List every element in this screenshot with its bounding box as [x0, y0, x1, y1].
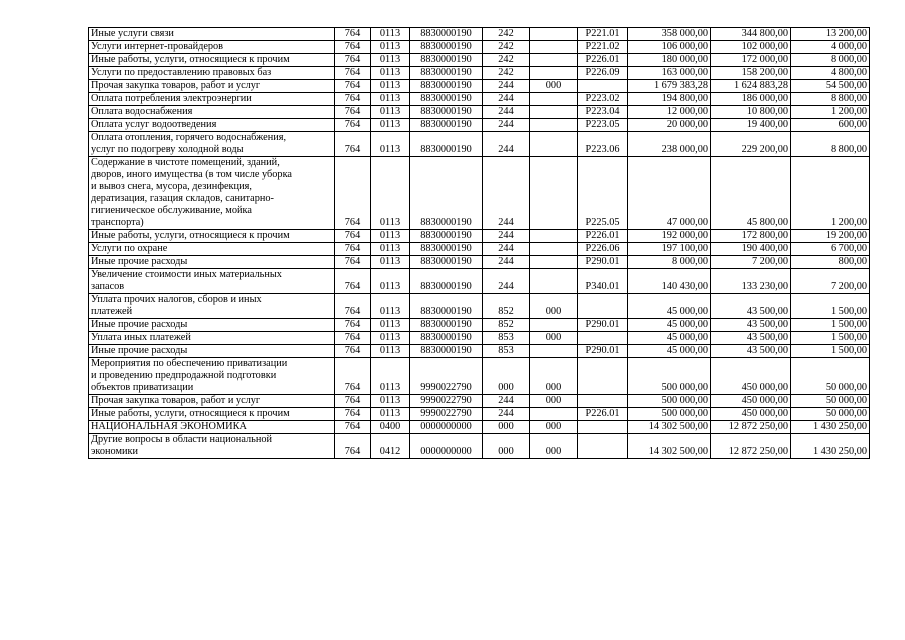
cell-amount-executed: 450 000,00 [711, 395, 791, 408]
cell-department-code: 764 [335, 67, 371, 80]
cell-section-code: 0113 [371, 269, 410, 294]
cell-amount-plan: 163 000,00 [628, 67, 711, 80]
cell-expense-type: 244 [483, 157, 530, 230]
cell-kosgu-code: Р223.04 [578, 106, 628, 119]
cell-kosgu-code [578, 294, 628, 319]
cell-amount-plan: 500 000,00 [628, 358, 711, 395]
cell-section-code: 0113 [371, 332, 410, 345]
cell-amount-plan: 192 000,00 [628, 230, 711, 243]
cell-expense-type: 244 [483, 80, 530, 93]
cell-department-code: 764 [335, 157, 371, 230]
cell-name: Оплата водоснабжения [89, 106, 335, 119]
cell-name: Услуги по охране [89, 243, 335, 256]
cell-kosgu-code: Р290.01 [578, 345, 628, 358]
cell-kosgu-code: Р223.06 [578, 132, 628, 157]
cell-section-code: 0412 [371, 434, 410, 459]
cell-sub-code [530, 41, 578, 54]
cell-amount-executed: 450 000,00 [711, 358, 791, 395]
table-row [89, 332, 870, 345]
cell-amount-remaining: 8 800,00 [791, 132, 870, 157]
cell-sub-code: 000 [530, 332, 578, 345]
cell-name: Уплата прочих налогов, сборов и иных платежей [89, 294, 335, 319]
cell-section-code: 0113 [371, 67, 410, 80]
cell-target-article: 8830000190 [410, 119, 483, 132]
cell-department-code: 764 [335, 132, 371, 157]
cell-kosgu-code: Р225.05 [578, 157, 628, 230]
cell-department-code: 764 [335, 332, 371, 345]
cell-amount-executed: 12 872 250,00 [711, 434, 791, 459]
cell-department-code: 764 [335, 269, 371, 294]
cell-amount-plan: 238 000,00 [628, 132, 711, 157]
cell-kosgu-code: Р226.01 [578, 408, 628, 421]
cell-name: Прочая закупка товаров, работ и услуг [89, 80, 335, 93]
cell-amount-remaining: 1 200,00 [791, 157, 870, 230]
cell-kosgu-code: Р290.01 [578, 256, 628, 269]
cell-section-code: 0113 [371, 230, 410, 243]
table-row [89, 106, 870, 119]
cell-amount-remaining: 54 500,00 [791, 80, 870, 93]
table-row [89, 294, 870, 319]
table-row [89, 67, 870, 80]
table-row [89, 80, 870, 93]
cell-amount-plan: 180 000,00 [628, 54, 711, 67]
cell-target-article: 9990022790 [410, 408, 483, 421]
cell-section-code: 0113 [371, 319, 410, 332]
cell-amount-plan: 12 000,00 [628, 106, 711, 119]
cell-sub-code: 000 [530, 80, 578, 93]
cell-department-code: 764 [335, 93, 371, 106]
cell-sub-code [530, 106, 578, 119]
cell-section-code: 0113 [371, 132, 410, 157]
cell-sub-code [530, 269, 578, 294]
cell-expense-type: 244 [483, 106, 530, 119]
cell-amount-executed: 43 500,00 [711, 319, 791, 332]
cell-amount-executed: 190 400,00 [711, 243, 791, 256]
cell-amount-plan: 197 100,00 [628, 243, 711, 256]
cell-department-code: 764 [335, 54, 371, 67]
cell-department-code: 764 [335, 41, 371, 54]
cell-amount-executed: 186 000,00 [711, 93, 791, 106]
cell-amount-remaining: 50 000,00 [791, 395, 870, 408]
cell-target-article: 8830000190 [410, 332, 483, 345]
cell-section-code: 0113 [371, 54, 410, 67]
cell-expense-type: 242 [483, 67, 530, 80]
cell-section-code: 0113 [371, 256, 410, 269]
table-row [89, 358, 870, 395]
cell-amount-executed: 19 400,00 [711, 119, 791, 132]
cell-section-code: 0113 [371, 294, 410, 319]
cell-expense-type: 852 [483, 319, 530, 332]
cell-amount-remaining: 4 800,00 [791, 67, 870, 80]
cell-kosgu-code: Р226.01 [578, 54, 628, 67]
cell-department-code: 764 [335, 345, 371, 358]
cell-sub-code [530, 243, 578, 256]
cell-section-code: 0113 [371, 41, 410, 54]
cell-amount-executed: 43 500,00 [711, 345, 791, 358]
cell-amount-plan: 47 000,00 [628, 157, 711, 230]
cell-section-code: 0113 [371, 80, 410, 93]
cell-kosgu-code: Р223.02 [578, 93, 628, 106]
cell-amount-plan: 1 679 383,28 [628, 80, 711, 93]
cell-amount-executed: 133 230,00 [711, 269, 791, 294]
cell-section-code: 0113 [371, 345, 410, 358]
cell-amount-plan: 14 302 500,00 [628, 434, 711, 459]
cell-department-code: 764 [335, 395, 371, 408]
cell-amount-executed: 1 624 883,28 [711, 80, 791, 93]
cell-amount-executed: 10 800,00 [711, 106, 791, 119]
cell-sub-code [530, 28, 578, 41]
cell-sub-code: 000 [530, 434, 578, 459]
table-row [89, 54, 870, 67]
cell-expense-type: 853 [483, 332, 530, 345]
cell-expense-type: 853 [483, 345, 530, 358]
cell-sub-code [530, 345, 578, 358]
cell-expense-type: 244 [483, 408, 530, 421]
cell-department-code: 764 [335, 80, 371, 93]
cell-kosgu-code [578, 358, 628, 395]
cell-target-article: 8830000190 [410, 67, 483, 80]
cell-amount-remaining: 600,00 [791, 119, 870, 132]
cell-target-article: 8830000190 [410, 41, 483, 54]
cell-kosgu-code: Р223.05 [578, 119, 628, 132]
cell-amount-plan: 500 000,00 [628, 395, 711, 408]
cell-amount-remaining: 1 500,00 [791, 332, 870, 345]
cell-name: Иные работы, услуги, относящиеся к прочим [89, 54, 335, 67]
cell-target-article: 8830000190 [410, 294, 483, 319]
cell-department-code: 764 [335, 106, 371, 119]
cell-amount-executed: 102 000,00 [711, 41, 791, 54]
cell-amount-plan: 8 000,00 [628, 256, 711, 269]
cell-department-code: 764 [335, 243, 371, 256]
table-row [89, 395, 870, 408]
cell-name: Прочая закупка товаров, работ и услуг [89, 395, 335, 408]
cell-department-code: 764 [335, 434, 371, 459]
cell-amount-remaining: 19 200,00 [791, 230, 870, 243]
cell-target-article: 9990022790 [410, 395, 483, 408]
cell-amount-executed: 45 800,00 [711, 157, 791, 230]
budget-expenditure-table [88, 27, 870, 459]
cell-amount-executed: 344 800,00 [711, 28, 791, 41]
cell-amount-executed: 12 872 250,00 [711, 421, 791, 434]
cell-amount-plan: 140 430,00 [628, 269, 711, 294]
cell-expense-type: 244 [483, 269, 530, 294]
cell-target-article: 8830000190 [410, 230, 483, 243]
cell-amount-executed: 450 000,00 [711, 408, 791, 421]
cell-kosgu-code [578, 332, 628, 345]
table-row [89, 157, 870, 230]
cell-kosgu-code [578, 395, 628, 408]
cell-amount-remaining: 4 000,00 [791, 41, 870, 54]
cell-amount-executed: 158 200,00 [711, 67, 791, 80]
cell-sub-code [530, 67, 578, 80]
cell-amount-plan: 194 800,00 [628, 93, 711, 106]
cell-sub-code: 000 [530, 395, 578, 408]
cell-target-article: 8830000190 [410, 54, 483, 67]
cell-sub-code [530, 93, 578, 106]
cell-kosgu-code: Р290.01 [578, 319, 628, 332]
cell-section-code: 0113 [371, 358, 410, 395]
cell-expense-type: 242 [483, 28, 530, 41]
cell-name: Иные работы, услуги, относящиеся к прочим [89, 408, 335, 421]
cell-amount-executed: 172 800,00 [711, 230, 791, 243]
cell-name: НАЦИОНАЛЬНАЯ ЭКОНОМИКА [89, 421, 335, 434]
cell-expense-type: 244 [483, 119, 530, 132]
cell-kosgu-code: Р226.09 [578, 67, 628, 80]
cell-amount-remaining: 6 700,00 [791, 243, 870, 256]
cell-amount-executed: 43 500,00 [711, 332, 791, 345]
cell-name: Иные прочие расходы [89, 319, 335, 332]
cell-target-article: 0000000000 [410, 421, 483, 434]
cell-name: Иные прочие расходы [89, 256, 335, 269]
table-row [89, 28, 870, 41]
cell-section-code: 0113 [371, 93, 410, 106]
table-row [89, 243, 870, 256]
cell-amount-remaining: 7 200,00 [791, 269, 870, 294]
table-row [89, 408, 870, 421]
cell-target-article: 8830000190 [410, 243, 483, 256]
cell-sub-code [530, 132, 578, 157]
cell-name: Оплата потребления электроэнергии [89, 93, 335, 106]
cell-target-article: 8830000190 [410, 345, 483, 358]
cell-sub-code: 000 [530, 294, 578, 319]
cell-section-code: 0400 [371, 421, 410, 434]
cell-sub-code: 000 [530, 421, 578, 434]
cell-amount-executed: 172 000,00 [711, 54, 791, 67]
cell-amount-plan: 45 000,00 [628, 332, 711, 345]
cell-name: Иные услуги связи [89, 28, 335, 41]
cell-amount-remaining: 800,00 [791, 256, 870, 269]
table-body [89, 28, 870, 459]
cell-target-article: 8830000190 [410, 106, 483, 119]
table-row [89, 132, 870, 157]
cell-target-article: 9990022790 [410, 358, 483, 395]
cell-expense-type: 244 [483, 230, 530, 243]
table-row [89, 421, 870, 434]
cell-sub-code [530, 230, 578, 243]
cell-amount-plan: 106 000,00 [628, 41, 711, 54]
cell-department-code: 764 [335, 319, 371, 332]
cell-name: Услуги по предоставлению правовых баз [89, 67, 335, 80]
table-row [89, 319, 870, 332]
cell-amount-plan: 500 000,00 [628, 408, 711, 421]
cell-target-article: 8830000190 [410, 28, 483, 41]
cell-sub-code: 000 [530, 358, 578, 395]
cell-target-article: 8830000190 [410, 93, 483, 106]
cell-department-code: 764 [335, 294, 371, 319]
cell-department-code: 764 [335, 230, 371, 243]
cell-name: Увеличение стоимости иных материальных запасов [89, 269, 335, 294]
cell-amount-remaining: 13 200,00 [791, 28, 870, 41]
cell-amount-remaining: 1 500,00 [791, 294, 870, 319]
cell-target-article: 8830000190 [410, 157, 483, 230]
cell-name: Оплата отопления, горячего водоснабжения, услуг по подогреву холодной воды [89, 132, 335, 157]
cell-target-article: 8830000190 [410, 319, 483, 332]
cell-section-code: 0113 [371, 28, 410, 41]
cell-target-article: 8830000190 [410, 132, 483, 157]
cell-amount-executed: 229 200,00 [711, 132, 791, 157]
cell-sub-code [530, 119, 578, 132]
cell-name: Мероприятия по обеспечению приватизации и проведению предпродажной подготовки объектов приватизации [89, 358, 335, 395]
cell-amount-plan: 45 000,00 [628, 345, 711, 358]
cell-amount-executed: 7 200,00 [711, 256, 791, 269]
cell-name: Содержание в чистоте помещений, зданий, дворов, иного имущества (в том числе уборка и вывоз снега, мусора, дезинфекция, дератизация, газация складов, санитарно- гигиеническое обслуживание, мойка транспорта) [89, 157, 335, 230]
cell-department-code: 764 [335, 256, 371, 269]
cell-kosgu-code: Р226.01 [578, 230, 628, 243]
cell-target-article: 0000000000 [410, 434, 483, 459]
cell-name: Иные прочие расходы [89, 345, 335, 358]
cell-name: Другие вопросы в области национальной экономики [89, 434, 335, 459]
cell-kosgu-code: Р221.01 [578, 28, 628, 41]
table-row [89, 230, 870, 243]
cell-amount-remaining: 8 800,00 [791, 93, 870, 106]
cell-expense-type: 244 [483, 243, 530, 256]
cell-kosgu-code [578, 80, 628, 93]
cell-amount-plan: 358 000,00 [628, 28, 711, 41]
cell-section-code: 0113 [371, 243, 410, 256]
cell-sub-code [530, 408, 578, 421]
cell-amount-plan: 45 000,00 [628, 319, 711, 332]
cell-expense-type: 244 [483, 132, 530, 157]
cell-section-code: 0113 [371, 395, 410, 408]
cell-expense-type: 000 [483, 421, 530, 434]
cell-sub-code [530, 157, 578, 230]
cell-section-code: 0113 [371, 119, 410, 132]
cell-kosgu-code: Р226.06 [578, 243, 628, 256]
cell-kosgu-code [578, 434, 628, 459]
cell-section-code: 0113 [371, 157, 410, 230]
cell-department-code: 764 [335, 119, 371, 132]
cell-name: Иные работы, услуги, относящиеся к прочим [89, 230, 335, 243]
cell-amount-remaining: 1 430 250,00 [791, 434, 870, 459]
table-row [89, 269, 870, 294]
cell-section-code: 0113 [371, 106, 410, 119]
cell-amount-executed: 43 500,00 [711, 294, 791, 319]
cell-sub-code [530, 54, 578, 67]
cell-amount-remaining: 1 500,00 [791, 345, 870, 358]
cell-amount-plan: 14 302 500,00 [628, 421, 711, 434]
table-row [89, 256, 870, 269]
cell-amount-remaining: 50 000,00 [791, 408, 870, 421]
cell-name: Услуги интернет-провайдеров [89, 41, 335, 54]
cell-section-code: 0113 [371, 408, 410, 421]
cell-expense-type: 244 [483, 256, 530, 269]
table-row [89, 345, 870, 358]
cell-name: Оплата услуг водоотведения [89, 119, 335, 132]
cell-kosgu-code: Р340.01 [578, 269, 628, 294]
cell-amount-plan: 20 000,00 [628, 119, 711, 132]
cell-expense-type: 242 [483, 41, 530, 54]
cell-amount-remaining: 1 200,00 [791, 106, 870, 119]
cell-sub-code [530, 256, 578, 269]
cell-amount-plan: 45 000,00 [628, 294, 711, 319]
cell-amount-remaining: 1 430 250,00 [791, 421, 870, 434]
cell-expense-type: 000 [483, 358, 530, 395]
cell-amount-remaining: 50 000,00 [791, 358, 870, 395]
cell-sub-code [530, 319, 578, 332]
cell-expense-type: 244 [483, 93, 530, 106]
cell-kosgu-code: Р221.02 [578, 41, 628, 54]
cell-department-code: 764 [335, 28, 371, 41]
cell-kosgu-code [578, 421, 628, 434]
cell-department-code: 764 [335, 358, 371, 395]
cell-expense-type: 852 [483, 294, 530, 319]
cell-target-article: 8830000190 [410, 269, 483, 294]
cell-department-code: 764 [335, 421, 371, 434]
table-row [89, 93, 870, 106]
cell-department-code: 764 [335, 408, 371, 421]
table-row [89, 119, 870, 132]
cell-expense-type: 000 [483, 434, 530, 459]
cell-expense-type: 244 [483, 395, 530, 408]
cell-expense-type: 242 [483, 54, 530, 67]
table-row [89, 434, 870, 459]
cell-amount-remaining: 8 000,00 [791, 54, 870, 67]
cell-target-article: 8830000190 [410, 80, 483, 93]
cell-name: Уплата иных платежей [89, 332, 335, 345]
cell-target-article: 8830000190 [410, 256, 483, 269]
cell-amount-remaining: 1 500,00 [791, 319, 870, 332]
table-row [89, 41, 870, 54]
